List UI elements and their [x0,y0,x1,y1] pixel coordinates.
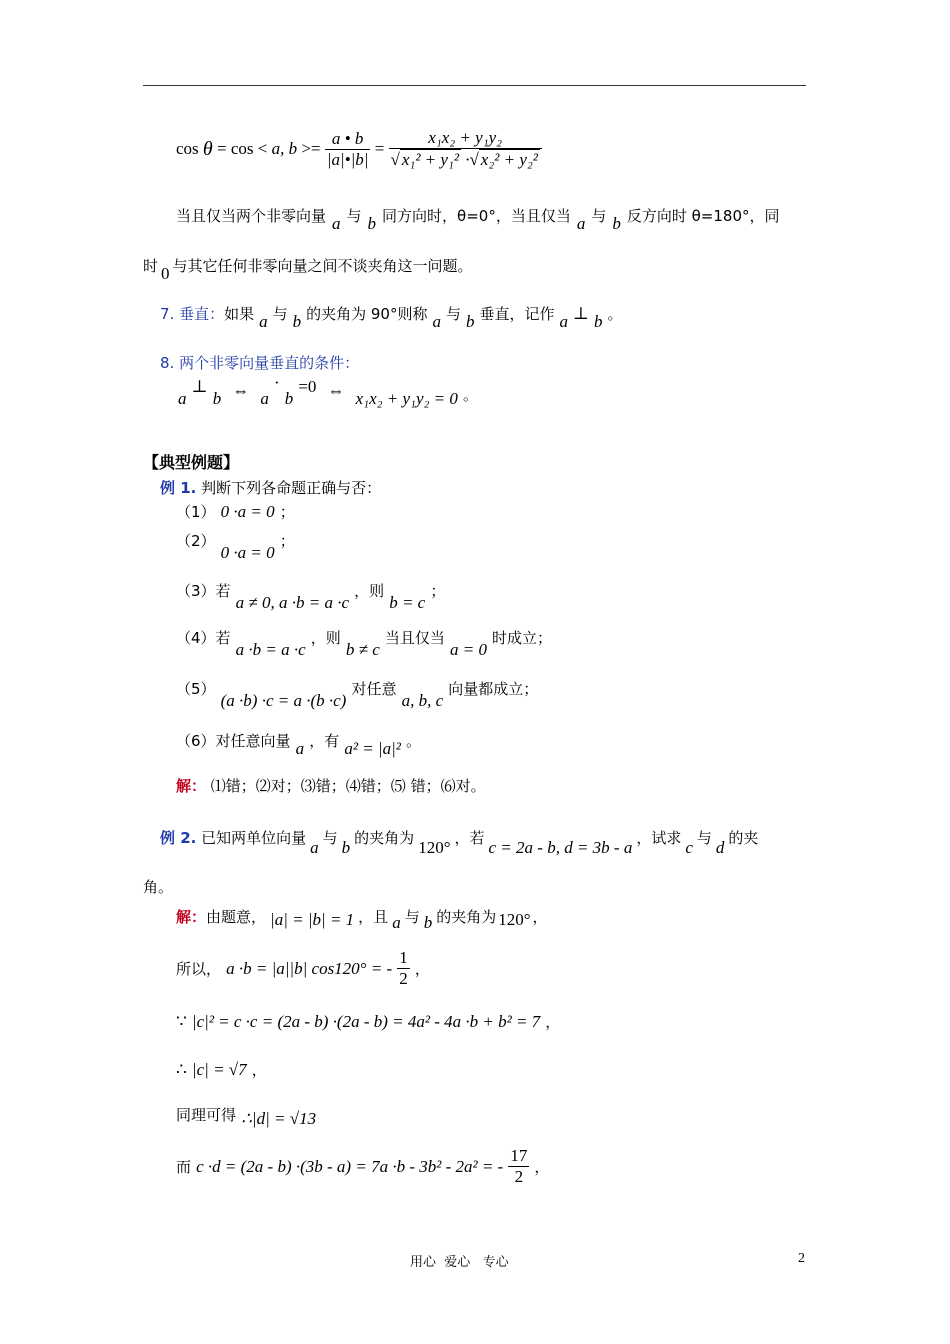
ex2-s6: 而 [176,1158,192,1176]
ex1-item6-math2: a² = |a|² [344,739,401,758]
ex1-item6-math: a [295,739,305,758]
ex1-solution [176,775,486,796]
ex1-sol-text: ⑴错；⑵对；⑶错；⑷错；⑸ 错；⑹对。 [210,777,486,795]
ex2-label: 例 2. [160,829,197,847]
half-den: 2 [399,969,408,988]
ex2-s1-a: a [392,913,401,932]
ex1-item4-mid2: 当且仅当 [384,629,445,647]
ex2-s1: 由题意， [206,908,267,926]
ex1-sol-label: 解： [176,777,207,795]
ex2-s1-b: b [423,913,433,932]
fraction-num-coords: x₁x₂ + y₁y₂ [389,128,542,149]
ex2-sol-line-4 [176,1059,267,1080]
para1-t6: 时 [143,257,159,275]
ex2-t4: ，若 [454,829,485,847]
item7-t1: 如果 [224,305,255,323]
ex2-s5m: ∴|d| = √13 [241,1109,317,1128]
item8-eq0: =0 [298,377,317,396]
cos-eq3: = [374,139,385,158]
ex2-s4m: |c| = √7 [191,1060,247,1079]
ex1-item-6 [176,730,421,758]
ex2-sol-line-3 [176,1011,560,1032]
ex1-label: 例 1. [160,479,197,497]
ex2-s6m: c ·d = (2a - b) ·(3b - a) = 7a ·b - 3b² - 2a² = - [196,1156,504,1176]
ex1-item-4 [176,627,553,659]
ex1-item3-math2: b = c [389,593,426,612]
ex2-s1t2: 与 [404,908,420,926]
sqrt-2: x₂² + y₂² [480,150,538,169]
item7-t5: 垂直，记作 [479,305,555,323]
item7-t6: 。 [607,305,623,323]
ex1-item2-tail: ； [279,532,295,550]
ex2-t7: 的夹 [728,829,759,847]
ex1-item3-mid: ，则 [354,582,385,600]
because-symbol: ∵ [176,1012,187,1031]
ex2-s4end: ， [251,1061,267,1079]
formula-cos [176,128,542,192]
para1-t1: 当且仅当两个非零向量 [176,207,327,225]
fraction-coordinates [389,128,542,170]
ex1-item-3 [176,580,446,612]
fraction-den: |a|•|b| [326,149,369,169]
ex1-item-2 [176,530,295,562]
var-b-7b: b [466,312,475,331]
item7-t2: 与 [272,305,288,323]
ex2-t3: 的夹角为 [354,829,415,847]
ex1-item5-math: (a ·b) ·c = a ·(b ·c) [220,691,347,710]
item8-f4: b [284,389,294,408]
ex1-item4-math: a ·b = a ·c [235,640,306,659]
ex1-item1-math: 0 ·a = 0 [220,502,275,521]
frac-den: 2 [514,1167,524,1186]
var-b: b [367,214,377,233]
ex1-item5-math2: a, b, c [401,691,444,710]
ex1-intro: 判断下列各命题正确与否： [201,479,382,497]
ex2-s5: 同理可得 [176,1106,237,1124]
ex2-s2: 所以， [176,960,222,978]
zero-vector: 0 [161,264,170,283]
item7-t4: 与 [445,305,461,323]
ex1-item6-mid: ，有 [309,732,340,750]
theta-symbol: θ [202,137,213,160]
ex1-item2-math: 0 ·a = 0 [220,543,275,562]
ex2-t6: 与 [696,829,712,847]
ex1-item5-tail: 向量都成立； [448,680,539,698]
iff-symbol-1: ⇔ [232,381,250,400]
var-b-7: b [292,312,302,331]
section-title: 【典型例题】 [143,453,240,472]
ex2-s2m: a ·b = |a||b| cos120° = - [226,958,393,978]
fraction-den-coords: √ x₁² + y₁² ·√ x₂² + y₂² [390,150,538,169]
ex2-s3end: ， [545,1013,561,1031]
item7-label: 7. 垂直： [160,305,225,323]
para1-t5: 反方向时 θ=180°，同 [626,207,780,225]
ex2-d: d [715,838,725,857]
ex2-c: c [685,838,693,857]
ex1-item3-math: a ≠ 0, a ·b = a ·c [235,593,349,612]
ex2-s3m: |c|² = c ·c = (2a - b) ·(2a - b) = 4a² - 4a ·b + b² = 7 [191,1012,541,1031]
cos-label: cos [176,139,199,158]
ex1-item6-tail: 。 [405,732,421,750]
para-1-line-1 [176,205,780,233]
item-7 [160,303,623,331]
ex2-a: a [310,838,319,857]
item8-dot: · [273,373,280,392]
item8-f5: x₁x₂ + y₁y₂ = 0 [355,389,458,408]
ex2-s1m: |a| = |b| = 1 [270,910,355,929]
ex2-s6end: ， [534,1158,550,1176]
ex1-item1-num: （1） [176,503,216,521]
ex2-t2: 与 [322,829,338,847]
ex1-item-5 [176,678,539,710]
var-b-7c: b [594,312,603,331]
ex2-line-1 [160,827,759,857]
ex1-item5-mid: 对任意 [351,680,397,698]
ex2-line-2: 角。 [143,878,174,896]
item8-f1: a [178,389,187,408]
ex1-item3-num: （3）若 [176,582,231,600]
ex2-sol-line-6 [176,1146,549,1196]
header-rule [143,85,806,86]
ex2-angle: 120° [418,838,451,857]
para1-t2: 与 [346,207,362,225]
var-a-7c: a [559,312,569,331]
item-8-formula [178,373,478,408]
footer-center: 用心 爱心 专心 [410,1255,509,1270]
var-a: a [332,214,341,233]
ex2-b: b [341,838,351,857]
ex2-s1ang: 120° [498,910,531,929]
cos-eq1: = cos < [217,139,268,158]
ex1-header [160,477,381,498]
var-b-2: b [612,214,621,233]
frac-num: 17 [510,1146,528,1165]
ex1-item5-num: （5） [176,680,216,698]
ex2-sol-line-1 [176,906,548,932]
ex2-t5: ，试求 [636,829,682,847]
ex1-item4-num: （4）若 [176,629,231,647]
para1-t3: 同方向时，θ=0°，当且仅当 [382,207,571,225]
para1-t7: 与其它任何非零向量之间不谈夹角这一问题。 [172,257,473,275]
ex2-t1: 已知两单位向量 [201,829,307,847]
item8-f2: b [212,389,222,408]
ex1-item6-num: （6）对任意向量 [176,732,291,750]
ex2-s1end: ， [532,908,548,926]
ex2-sol-line-5 [176,1104,317,1128]
ex2-cd: c = 2a - b, d = 3b - a [488,838,633,857]
cos-eq2: >= [301,139,321,158]
ex1-item4-math2: b ≠ c [345,640,380,659]
ex1-item4-mid: ，则 [310,629,341,647]
item-8-label: 8. 两个非零向量垂直的条件： [160,354,360,372]
fraction-num: a • b [325,129,371,150]
iff-symbol-2: ⇔ [327,381,345,400]
ex2-s2end: ， [414,960,430,978]
para1-t4: 与 [591,207,607,225]
ex1-item3-tail: ； [430,582,446,600]
item8-f3: a [260,389,269,408]
var-a-7: a [259,312,268,331]
ex2-sol-line-2 [176,948,430,994]
ex2-s1t: ，且 [358,908,389,926]
cos-ab: a, b [271,139,298,158]
fraction-dot-product [325,129,371,170]
perp-symbol: ⊥ [573,304,590,323]
ex1-item-1 [176,501,295,522]
ex1-item4-tail: 时成立； [492,629,553,647]
page-number: 2 [798,1251,805,1266]
item8-perp: ⊥ [191,377,208,396]
ex1-item4-math3: a = 0 [449,640,487,659]
ex2-sol-label: 解： [176,908,207,926]
ex2-s1t3: 的夹角为 [436,908,497,926]
sqrt-1: x₁² + y₁² [401,150,459,169]
seventeen-halves-fraction [508,1146,529,1187]
half-fraction [397,948,410,989]
ex1-item2-num: （2） [176,532,216,550]
para-1-line-2 [143,255,473,283]
item7-t3: 的夹角为 90°则称 [306,305,428,323]
var-a-7b: a [432,312,441,331]
half-num: 1 [399,948,408,967]
ex1-item1-tail: ； [279,503,295,521]
var-a-2: a [576,214,586,233]
item8-end: 。 [462,386,478,404]
therefore-symbol: ∴ [176,1060,187,1079]
